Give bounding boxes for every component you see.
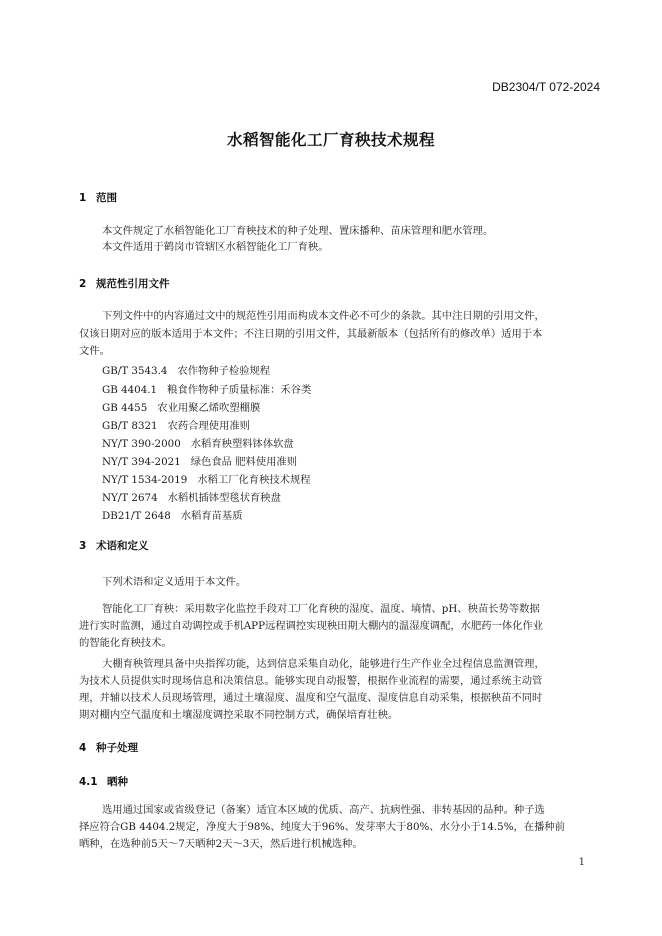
definition-line: 为技术人员提供实时现场信息和决策信息。能够实现自动报警，根据作业流程的需要，通过系统主动管 — [79, 675, 543, 687]
section-2-intro-line: 下列文件中的内容通过文中的规范性引用而构成本文件必不可少的条款。其中注日期的引用文件， — [102, 310, 545, 322]
definition-line: 期对棚内空气温度和土壤湿度调控采取不同控制方式，确保培育壮秧。 — [79, 709, 399, 721]
section-title: 术语和定义 — [96, 540, 149, 552]
section-2-heading — [79, 276, 170, 291]
reference-name: 农作物种子检验规程 — [177, 365, 271, 377]
section-1-heading — [79, 190, 117, 205]
reference-item — [102, 435, 294, 450]
reference-code: GB 4455 — [102, 402, 148, 414]
section-2-intro-line: 文件。 — [79, 345, 110, 357]
standard-number: DB2304/T 072-2024 — [492, 80, 600, 94]
reference-code: NY/T 1534-2019 — [102, 474, 188, 486]
reference-name: 农药合理使用准则 — [167, 420, 250, 432]
reference-item — [102, 417, 250, 432]
subsection-4-1-line: 择应符合GB 4404.2规定，净度大于98%、纯度大于96%、发芽率大于80%、水分小于14.5%，在播种前 — [79, 821, 565, 833]
reference-item — [102, 471, 311, 486]
reference-code: GB/T 8321 — [102, 420, 158, 432]
reference-code: GB 4404.1 — [102, 384, 158, 396]
section-number: 4 — [79, 742, 87, 754]
definition-line: 智能化工厂育秧：采用数字化监控手段对工厂化育秧的湿度、温度、墒情、pH、秧苗长势等数据 — [102, 603, 540, 615]
section-1-line: 本文件适用于鹤岗市管辖区水稻智能化工厂育秧。 — [102, 241, 329, 253]
reference-item — [102, 453, 297, 468]
reference-code: NY/T 390-2000 — [102, 438, 181, 450]
reference-code: GB/T 3543.4 — [102, 365, 168, 377]
definition-line: 的智能化育秧技术。 — [79, 637, 172, 649]
section-1-line: 本文件规定了水稻智能化工厂育秧技术的种子处理、置床播种、苗床管理和肥水管理。 — [102, 225, 494, 237]
reference-item — [102, 381, 311, 396]
reference-name: 水稻育秧塑料钵体软盘 — [190, 438, 294, 450]
reference-code: DB21/T 2648 — [102, 510, 171, 522]
reference-item — [102, 399, 260, 414]
document-title: 水稻智能化工厂育秧技术规程 — [226, 131, 435, 149]
reference-item — [102, 362, 270, 377]
section-2-intro-line: 仅该日期对应的版本适用于本文件；不注日期的引用文件，其最新版本（包括所有的修改单）适用于本 — [79, 328, 543, 340]
reference-code: NY/T 394-2021 — [102, 456, 181, 468]
reference-code: NY/T 2674 — [102, 492, 158, 504]
reference-name: 水稻机插钵型毯状育秧盘 — [167, 492, 281, 504]
reference-name: 粮食作物种子质量标准：禾谷类 — [167, 384, 312, 396]
section-title: 种子处理 — [96, 742, 138, 754]
subsection-number: 4.1 — [79, 776, 98, 788]
section-number: 1 — [79, 192, 87, 204]
subsection-4-1-line: 晒种，在选种前5天～7天晒种2天～3天，然后进行机械选种。 — [79, 838, 363, 850]
section-3-heading — [79, 538, 149, 553]
section-number: 2 — [79, 278, 87, 290]
section-3-intro: 下列术语和定义适用于本文件。 — [102, 576, 247, 588]
subsection-title: 晒种 — [107, 776, 128, 788]
section-title: 规范性引用文件 — [96, 278, 170, 290]
section-4-heading — [79, 740, 138, 755]
reference-item — [102, 507, 243, 522]
page-number: 1 — [578, 857, 585, 868]
section-number: 3 — [79, 540, 87, 552]
reference-name: 水稻育苗基质 — [180, 510, 243, 522]
definition-line: 大棚育秧管理具备中央指挥功能，达到信息采集自动化，能够进行生产作业全过程信息监测管理， — [102, 658, 545, 670]
definition-line: 进行实时监测，通过自动调控或手机APP远程调控实现秧田期大棚内的温湿度调配，水肥药一体化作业 — [79, 620, 544, 632]
reference-name: 水稻工厂化育秧技术规程 — [197, 474, 311, 486]
subsection-4-1-line: 选用通过国家或省级登记（备案）适宜本区域的优质、高产、抗病性强、非转基因的品种。种子选 — [102, 804, 545, 816]
reference-name: 农业用聚乙烯吹塑棚膜 — [157, 402, 261, 414]
subsection-4-1-heading — [79, 774, 128, 789]
reference-item — [102, 489, 281, 504]
reference-name: 绿色食品 肥料使用准则 — [190, 456, 298, 468]
definition-line: 理，并辅以技术人员现场管理，通过土壤湿度、温度和空气温度、湿度信息自动采集，根据秧苗不同时 — [79, 692, 543, 704]
section-title: 范围 — [96, 192, 117, 204]
